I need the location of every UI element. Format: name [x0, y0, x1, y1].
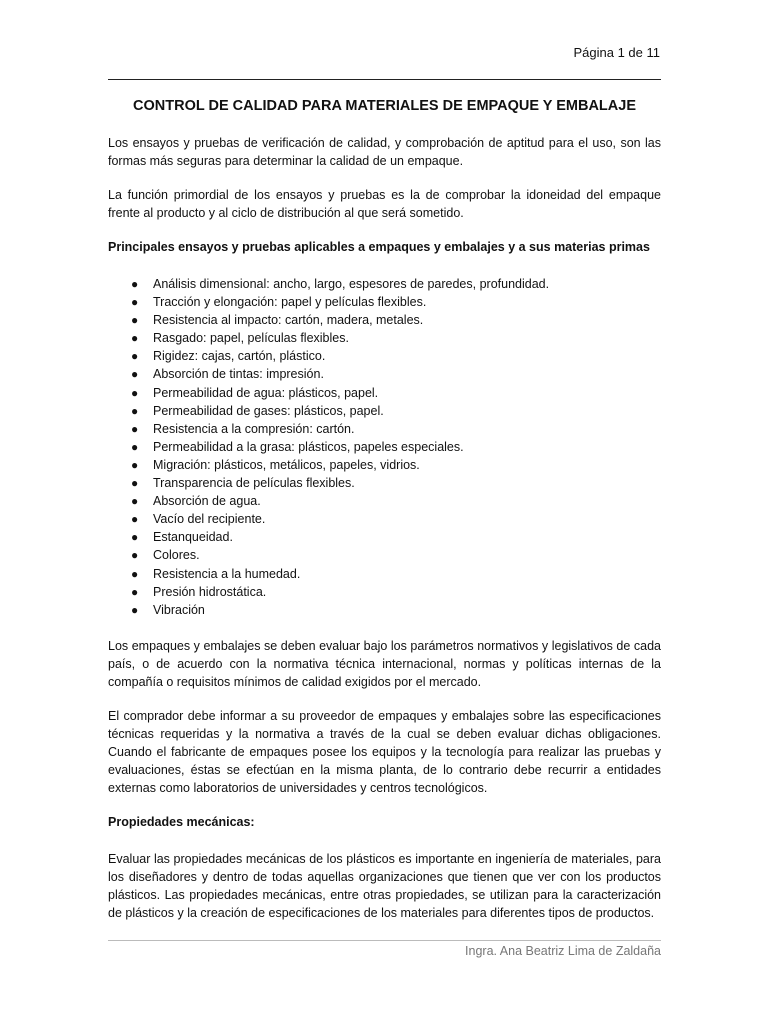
bullet-icon: ● [131, 512, 139, 527]
list-item [108, 275, 661, 293]
list-item [108, 347, 661, 365]
list-item [108, 528, 661, 546]
bullet-icon: ● [131, 457, 139, 472]
list-item [108, 402, 661, 420]
list-item-text: Permeabilidad de gases: plásticos, papel. [153, 403, 384, 418]
list-item [108, 293, 661, 311]
bullet-icon: ● [131, 548, 139, 563]
list-item [108, 384, 661, 402]
list-item-text: Resistencia al impacto: cartón, madera, metales. [153, 313, 424, 328]
document-body [108, 97, 661, 938]
bullet-icon: ● [131, 313, 139, 328]
list-item-text: Resistencia a la humedad. [153, 566, 301, 581]
list-item [108, 311, 661, 329]
tests-list [108, 275, 661, 619]
bullet-icon: ● [131, 566, 139, 581]
list-item-text: Rigidez: cajas, cartón, plástico. [153, 349, 326, 364]
footer-author: Ingra. Ana Beatriz Lima de Zaldaña [465, 944, 661, 958]
list-item-text: Transparencia de películas flexibles. [153, 476, 355, 491]
list-item-text: Migración: plásticos, metálicos, papeles, vidrios. [153, 457, 420, 472]
list-item-text: Presión hidrostática. [153, 584, 267, 599]
list-item-text: Vibración [153, 602, 205, 617]
list-item-text: Estanqueidad. [153, 530, 233, 545]
list-item-text: Tracción y elongación: papel y películas flexibles. [153, 295, 427, 310]
intro-paragraph-1: Los ensayos y pruebas de verificación de calidad, y comprobación de aptitud para el uso, son las formas más seguras para determinar la calidad de un empaque. [108, 136, 661, 168]
bullet-icon: ● [131, 494, 139, 509]
bullet-icon: ● [131, 385, 139, 400]
bullet-icon: ● [131, 277, 139, 291]
list-item [108, 546, 661, 564]
bullet-icon: ● [131, 331, 139, 346]
mechanical-heading: Propiedades mecánicas: [108, 814, 255, 829]
bullet-icon: ● [131, 530, 139, 545]
bullet-icon: ● [131, 439, 139, 454]
list-item [108, 565, 661, 583]
list-item-text: Vacío del recipiente. [153, 512, 266, 527]
list-item [108, 583, 661, 601]
list-item [108, 510, 661, 528]
list-item-text: Permeabilidad a la grasa: plásticos, papeles especiales. [153, 439, 464, 454]
list-item [108, 601, 661, 619]
list-item-text: Rasgado: papel, películas flexibles. [153, 331, 349, 346]
list-item-text: Análisis dimensional: ancho, largo, espesores de paredes, profundidad. [153, 277, 550, 291]
bullet-icon: ● [131, 602, 139, 617]
buyer-paragraph: El comprador debe informar a su proveedor de empaques y embalajes sobre las especificaciones técnicas requeridas y la normativa a través de la cual se deben evaluar dichas obligaciones. Cuando el fabricante de empaques posee los equipos y la tecnología para realizar las pruebas y evaluaciones, éstas se efectúan en la misma planta, de lo contrario debe recurrir a entidades externas como laboratorios de universidades y centros tecnológicos. [108, 708, 661, 795]
list-item-text: Colores. [153, 548, 200, 563]
bullet-icon: ● [131, 295, 139, 310]
list-item-text: Resistencia a la compresión: cartón. [153, 421, 355, 436]
bullet-icon: ● [131, 403, 139, 418]
footer-divider [108, 940, 661, 941]
list-item [108, 492, 661, 510]
bullet-icon: ● [131, 584, 139, 599]
list-item [108, 438, 661, 456]
bullet-icon: ● [131, 421, 139, 436]
bullet-icon: ● [131, 367, 139, 382]
list-item-text: Absorción de tintas: impresión. [153, 367, 324, 382]
list-item-text: Permeabilidad de agua: plásticos, papel. [153, 385, 379, 400]
list-item [108, 329, 661, 347]
page-number: Página 1 de 11 [573, 45, 660, 60]
list-item [108, 365, 661, 383]
document-title: CONTROL DE CALIDAD PARA MATERIALES DE EMPAQUE Y EMBALAJE [133, 98, 636, 114]
tests-heading: Principales ensayos y pruebas aplicables a empaques y embalajes y a sus materias primas [108, 240, 650, 254]
header-divider [108, 79, 661, 80]
list-item [108, 420, 661, 438]
list-item-text: Absorción de agua. [153, 494, 261, 509]
bullet-icon: ● [131, 476, 139, 491]
mechanical-paragraph: Evaluar las propiedades mecánicas de los plásticos es importante en ingeniería de materiales, para los diseñadores y dentro de todas aquellas organizaciones que tienen que ver con los productos plásticos. Las propiedades mecánicas, entre otras propiedades, se utilizan para la caracterización de plásticos y la creación de especificaciones de los materiales para diferentes tipos de productos. [108, 851, 661, 920]
evaluation-paragraph: Los empaques y embalajes se deben evaluar bajo los parámetros normativos y legislativos de cada país, o de acuerdo con la normativa técnica internacional, normas y políticas internas de la compañía o requisitos mínimos de calidad exigidos por el mercado. [108, 638, 661, 689]
intro-paragraph-2: La función primordial de los ensayos y pruebas es la de comprobar la idoneidad del empaque frente al producto y al ciclo de distribución al que será sometido. [108, 188, 661, 220]
list-item [108, 456, 661, 474]
bullet-icon: ● [131, 349, 139, 364]
list-item [108, 474, 661, 492]
